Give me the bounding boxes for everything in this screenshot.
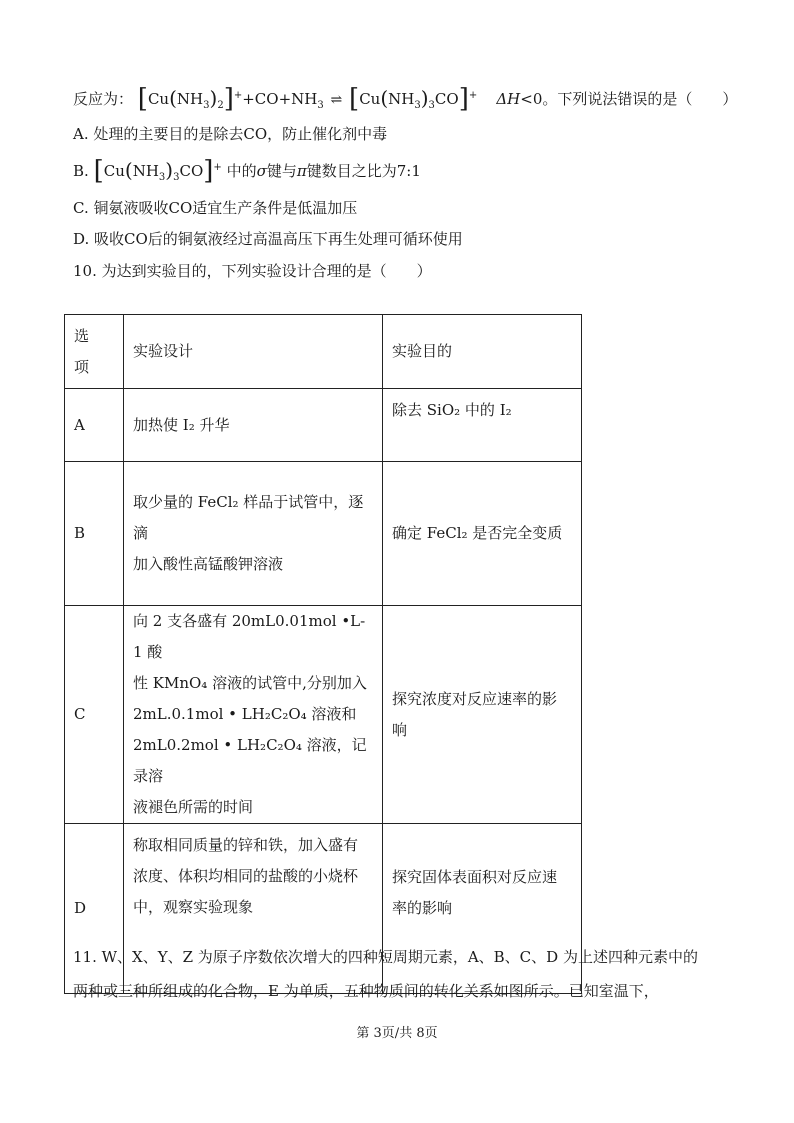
q9-stem-prefix: 反应为： bbox=[73, 90, 134, 108]
sigma-symbol: σ bbox=[256, 162, 267, 180]
q9-option-a: A. 处理的主要目的是除去CO，防止催化剂中毒 bbox=[73, 125, 388, 143]
subscript: 3 bbox=[428, 100, 435, 111]
row-design bbox=[124, 824, 383, 994]
bracket: [ bbox=[137, 84, 148, 114]
option-text: 键与 bbox=[266, 162, 297, 180]
bracket: [ bbox=[349, 84, 360, 114]
equilibrium-arrow: ⇌ bbox=[330, 92, 343, 108]
bracket: ] bbox=[203, 156, 214, 186]
purpose-line: 探究固体表面积对反应速 bbox=[392, 868, 558, 886]
charge: + bbox=[233, 90, 243, 101]
table-row bbox=[65, 606, 582, 824]
row-option: B bbox=[65, 462, 124, 606]
row-purpose: 确定 FeCl₂ 是否完全变质 bbox=[383, 462, 582, 606]
delta-h-condition: <0。 bbox=[520, 90, 558, 108]
paren: ( bbox=[124, 158, 133, 182]
header-option-line: 选 bbox=[74, 326, 90, 345]
bracket: ] bbox=[223, 84, 234, 114]
row-purpose bbox=[383, 824, 582, 994]
header-purpose: 实验目的 bbox=[383, 315, 582, 389]
formula-part: NH bbox=[388, 90, 415, 108]
experiment-table bbox=[64, 314, 582, 994]
q9-option-c: C. 铜氨液吸收CO适宜生产条件是低温加压 bbox=[73, 199, 358, 217]
paren: ) bbox=[420, 86, 429, 110]
paren: ) bbox=[209, 86, 218, 110]
row-purpose bbox=[383, 606, 582, 824]
page-footer: 第 3页/共 8页 bbox=[356, 1026, 438, 1041]
formula-part: CO bbox=[434, 90, 459, 108]
subscript: 3 bbox=[317, 100, 324, 111]
purpose-line: 率的影响 bbox=[392, 899, 453, 917]
delta-h: ΔH bbox=[496, 90, 521, 108]
table-row bbox=[65, 824, 582, 994]
q9-option-b bbox=[73, 156, 421, 186]
design-line: 加入酸性高锰酸钾溶液 bbox=[133, 555, 284, 573]
charge: + bbox=[468, 90, 478, 101]
q10-stem: 10. 为达到实验目的，下列实验设计合理的是（ ） bbox=[73, 262, 432, 280]
design-line: 2mL0.2mol • LH₂C₂O₄ 溶液，记录溶 bbox=[133, 736, 367, 785]
header-option bbox=[65, 315, 124, 389]
design-line: 中，观察实验现象 bbox=[133, 898, 254, 916]
table-row bbox=[65, 462, 582, 606]
q9-equation-line bbox=[73, 84, 737, 114]
q11-line-1: 11. W、X、Y、Z 为原子序数依次增大的四种短周期元素，A、B、C、D 为上述四种元素中的 bbox=[73, 948, 698, 966]
purpose-line: 探究浓度对反应速率的影 bbox=[392, 689, 558, 708]
header-option-line: 项 bbox=[74, 357, 90, 376]
design-line: 性 KMnO₄ 溶液的试管中,分别加入 bbox=[133, 674, 367, 692]
subscript: 2 bbox=[217, 100, 224, 111]
formula-part: Cu bbox=[103, 162, 125, 180]
q9-stem-suffix: 下列说法错误的是（ ） bbox=[557, 90, 738, 108]
formula-part: +CO+NH bbox=[242, 90, 318, 108]
q9-option-d: D. 吸收CO后的铜氨液经过高温高压下再生处理可循环使用 bbox=[73, 230, 463, 248]
paren: ) bbox=[165, 158, 174, 182]
ratio-value: 7:1 bbox=[396, 162, 421, 180]
subscript: 3 bbox=[173, 172, 180, 183]
design-line: 取少量的 FeCl₂ 样品于试管中，逐滴 bbox=[133, 493, 364, 542]
design-line: 浓度、体积均相同的盐酸的小烧杯 bbox=[133, 867, 359, 885]
header-design: 实验设计 bbox=[124, 315, 383, 389]
design-line: 称取相同质量的锌和铁，加入盛有 bbox=[133, 836, 359, 854]
formula-part: NH bbox=[132, 162, 159, 180]
subscript: 3 bbox=[414, 100, 421, 111]
design-line: 向 2 支各盛有 20mL0.01mol •L-1 酸 bbox=[133, 612, 366, 661]
bracket: [ bbox=[93, 156, 104, 186]
formula-part: Cu bbox=[359, 90, 381, 108]
paren: ( bbox=[380, 86, 389, 110]
design-line: 液褪色所需的时间 bbox=[133, 798, 254, 816]
design-line: 2mL.0.1mol • LH₂C₂O₄ 溶液和 bbox=[133, 705, 357, 723]
pi-symbol: π bbox=[296, 162, 307, 180]
option-text: 键数目之比为 bbox=[306, 162, 397, 180]
row-option: D bbox=[65, 824, 124, 994]
row-design: 加热使 I₂ 升华 bbox=[124, 389, 383, 462]
row-option: A bbox=[65, 389, 124, 462]
option-text: 中的 bbox=[226, 162, 257, 180]
formula-part: NH bbox=[176, 90, 204, 108]
row-purpose: 除去 SiO₂ 中的 I₂ bbox=[383, 389, 582, 462]
subscript: 3 bbox=[158, 172, 166, 183]
purpose-line: 响 bbox=[392, 720, 408, 739]
table-row bbox=[65, 389, 582, 462]
table-header-row bbox=[65, 315, 582, 389]
charge: + bbox=[213, 162, 222, 173]
formula-part: CO bbox=[179, 162, 204, 180]
formula-part: Cu bbox=[147, 90, 170, 108]
subscript: 3 bbox=[203, 100, 210, 111]
option-label: B. bbox=[73, 162, 89, 180]
bracket: ] bbox=[458, 84, 469, 114]
row-design bbox=[124, 462, 383, 606]
row-option: C bbox=[65, 606, 124, 824]
q11-line-2: 两种或三种所组成的化合物，E 为单质，五种物质间的转化关系如图所示。已知室温下， bbox=[73, 982, 659, 1000]
row-design bbox=[124, 606, 383, 824]
paren: ( bbox=[169, 86, 177, 110]
